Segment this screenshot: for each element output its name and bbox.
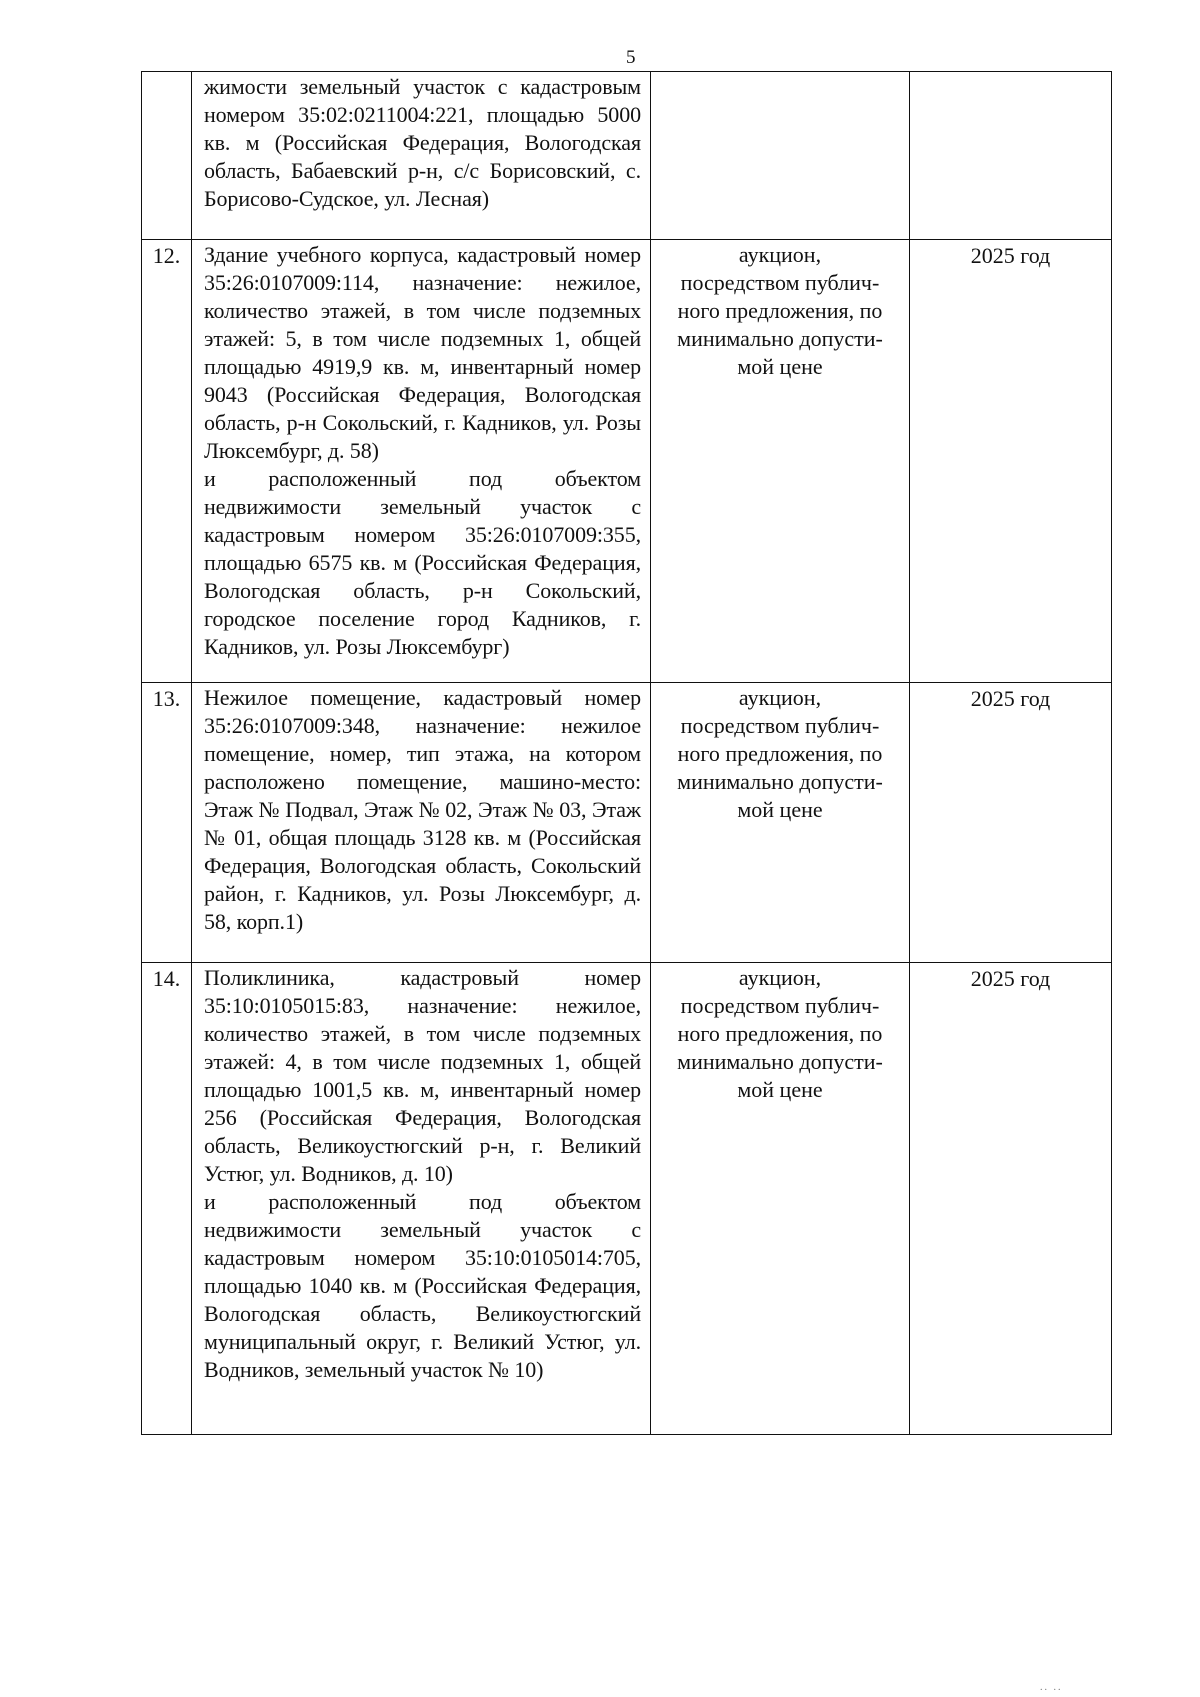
property-description	[192, 72, 651, 240]
description-paragraph: Здание учебного корпуса, кадастровый номер 35:26:0107009:114, назначение: нежилое, количество этажей, в том числе подземных этажей: 5, в том числе подземных 1, общей площадью 4919,9 кв. м, инвентарный номер 9043 (Российская Федерация, Вологодская область, р-н Сокольский, г. Кадников, ул. Розы Люксембург, д. 58)	[204, 242, 641, 463]
description-paragraph: Поликлиника, кадастровый номер 35:10:0105015:83, назначение: нежилое, количество этажей, в том числе подземных этажей: 4, в том числе подземных 1, общей площадью 1001,5 кв. м, инвентарный номер 256 (Российская Федерация, Вологодская область, Великоустюгский р-н, г. Великий Устюг, ул. Водников, д. 10)	[204, 965, 641, 1186]
sale-method-line: мой цене	[737, 1077, 823, 1102]
sale-year	[910, 72, 1112, 240]
sale-method	[651, 72, 910, 240]
property-table	[141, 71, 1112, 1435]
sale-method-line: мой цене	[737, 354, 823, 379]
sale-method	[651, 240, 910, 683]
sale-method-line: минимально допусти-	[677, 1049, 883, 1074]
table-row	[142, 683, 1112, 963]
property-description	[192, 240, 651, 683]
row-number: 12.	[142, 240, 192, 683]
sale-method-line: аукцион,	[738, 685, 822, 710]
table-row	[142, 240, 1112, 683]
sale-method-line: посредством публич-	[680, 993, 880, 1018]
row-number: 14.	[142, 963, 192, 1435]
table-body	[142, 72, 1112, 1435]
sale-year: 2025 год	[910, 240, 1112, 683]
sale-year: 2025 год	[910, 963, 1112, 1435]
description-paragraph: и расположенный под объектом недвижимости земельный участок с кадастровым номером 35:26:0107009:355, площадью 6575 кв. м (Российская Федерация, Вологодская область, р-н Сокольский, городское поселение город Кадников, г. Кадников, ул. Розы Люксембург)	[204, 466, 641, 659]
description-paragraph: Нежилое помещение, кадастровый номер 35:26:0107009:348, назначение: нежилое помещение, номер, тип этажа, на котором расположено помещение, машино-место: Этаж № Подвал, Этаж № 02, Этаж № 03, Этаж № 01, общая площадь 3128 кв. м (Российская Федерация, Вологодская область, Сокольский район, г. Кадников, ул. Розы Люксембург, д. 58, корп.1)	[204, 685, 641, 934]
scan-artifact-mark: .. ..	[1040, 1682, 1063, 1693]
table-row	[142, 72, 1112, 240]
sale-method-line: посредством публич-	[680, 270, 880, 295]
sale-method-line: ного предложения, по	[677, 741, 883, 766]
sale-method-line: посредством публич-	[680, 713, 880, 738]
sale-method-line: минимально допусти-	[677, 326, 883, 351]
sale-method-line: мой цене	[737, 797, 823, 822]
row-number: 13.	[142, 683, 192, 963]
sale-method-line: аукцион,	[738, 965, 822, 990]
row-number	[142, 72, 192, 240]
description-paragraph: и расположенный под объектом недвижимости земельный участок с кадастровым номером 35:10:0105014:705, площадью 1040 кв. м (Российская Федерация, Вологодская область, Великоустюгский муниципальный округ, г. Великий Устюг, ул. Водников, земельный участок № 10)	[204, 1189, 641, 1382]
sale-method-line: минимально допусти-	[677, 769, 883, 794]
sale-method	[651, 683, 910, 963]
sale-method-line: аукцион,	[738, 242, 822, 267]
sale-year: 2025 год	[910, 683, 1112, 963]
sale-method-line: ного предложения, по	[677, 298, 883, 323]
sale-method-line: ного предложения, по	[677, 1021, 883, 1046]
sale-method	[651, 963, 910, 1435]
description-paragraph: жимости земельный участок с кадастровым номером 35:02:0211004:221, площадью 5000 кв. м (Российская Федерация, Вологодская область, Бабаевский р-н, с/с Борисовский, с. Борисово-Судское, ул. Лесная)	[204, 74, 641, 211]
page-number: 5	[626, 47, 636, 68]
table-row	[142, 963, 1112, 1435]
property-description	[192, 963, 651, 1435]
property-description	[192, 683, 651, 963]
